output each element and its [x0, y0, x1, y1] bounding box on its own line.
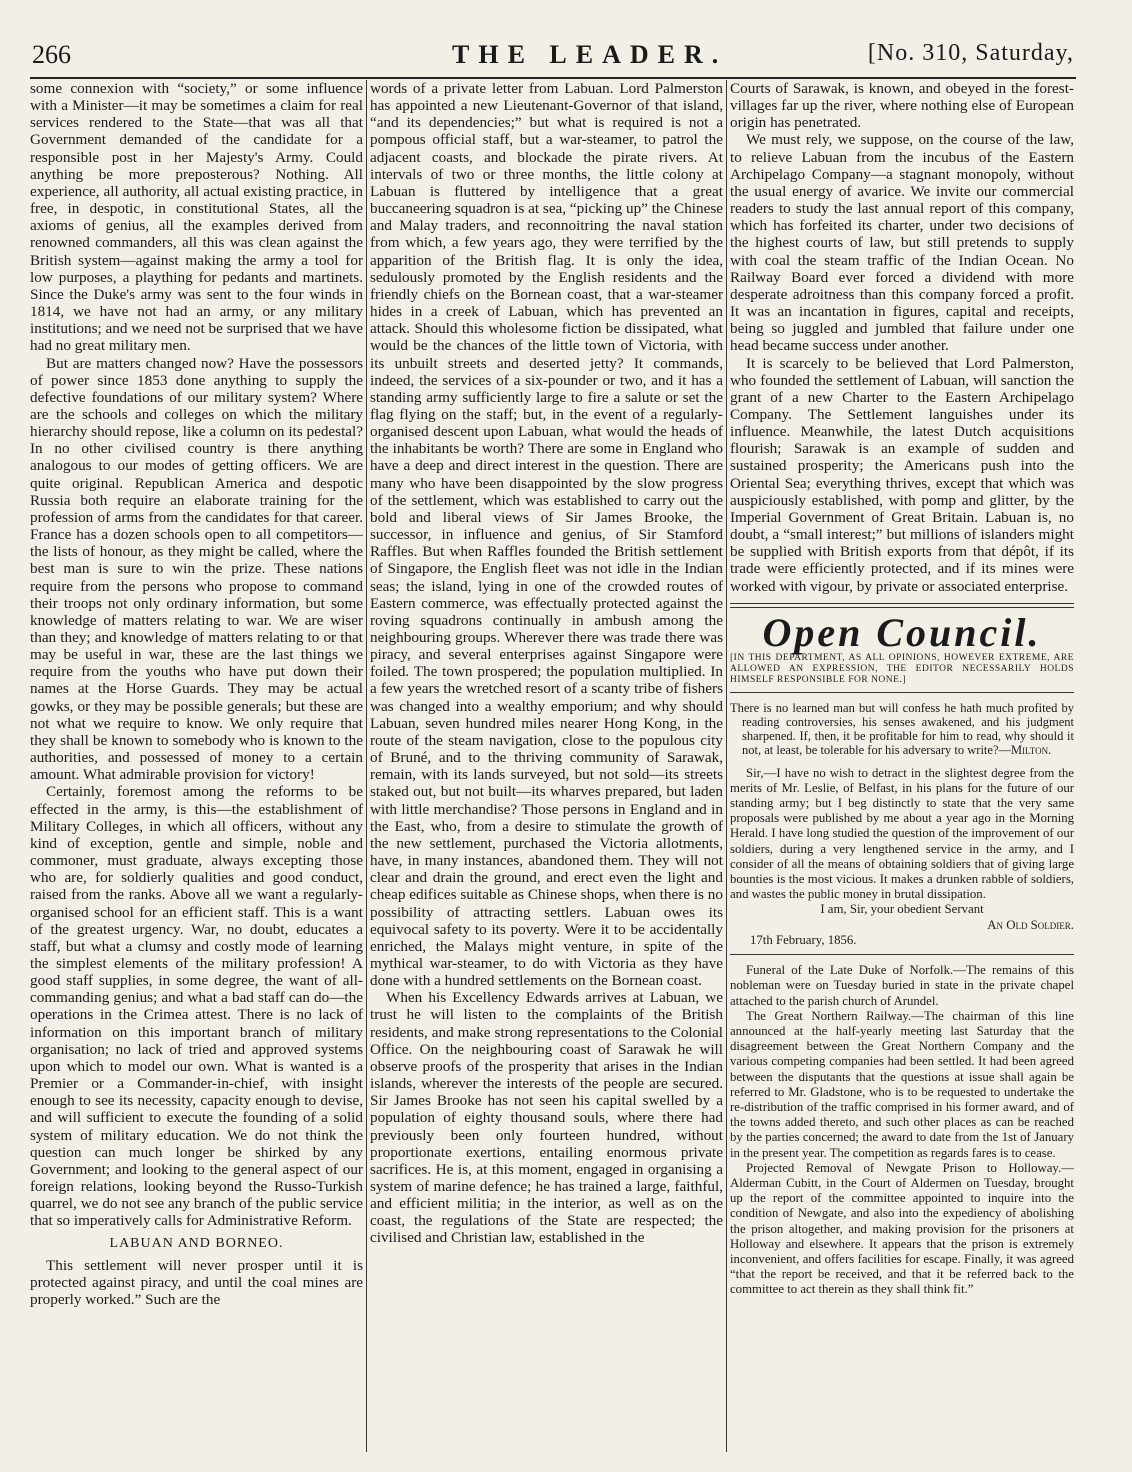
article-paragraph: It is scarcely to be believed that Lord Palmerston, who founded the settlement of Labuan, will sanction the grant of a new Charter to the Eastern Archipelago Company. The Settlement languishes under its influence. Meanwhile, the latest Dutch acquisitions flourish; Sarawak is an example of sudden and sustained prosperity; the Americans push into the Oriental Sea; everything thrives, except that which was auspiciously established, with pomp and glitter, by the Imperial Government of Great Britain. Labuan is, no doubt, a “small interest;” but millions of islanders might be supplied with British exports from that dépôt, if its trade were efficiently protected, and if its mines were worked with vigour, by private or associated enterprise. — [730, 354, 1074, 595]
editorial-notice: [IN THIS DEPARTMENT, AS ALL OPINIONS, HOWEVER EXTREME, ARE ALLOWED AN EXPRESSION, THE EDITOR NECESSARILY HOLDS HIMSELF RESPONSIBLE FOR NONE.] — [730, 652, 1074, 685]
issue-label: [No. 310, Saturday, — [867, 40, 1074, 66]
article-paragraph: But are matters changed now? Have the possessors of power since 1853 done anything to supply the defective foundations of our military system? Where are the schools and colleges on which the military hierarchy should repose, like a column on its pedestal? In no other civilised country is there anything analogous to our modes of getting officers. We are quite original. Republican America and despotic Russia both require an elaborate training for the profession of arms from the candidates for that career. France has a dozen schools open to all competitors—the lists of honour, as they might be called, where the best man is sure to win the prize. These nations require from the persons who propose to command their troops not only ordinary information, but some knowledge of matters relating to war. We are wiser than they; and knowledge of matters relating to or that may be useful in war, these are the last things we require from the youths who have put down their names at the Horse Guards. They may be actual gowks, or they may be possible generals; but these are not what we require to know. We only require that they shall be known to somebody who is known to the authorities, and possessed of money to a certain amount. What admirable provision for victory! — [30, 354, 363, 784]
column-divider — [366, 80, 367, 1452]
article-paragraph: words of a private letter from Labuan. Lord Palmerston has appointed a new Lieutenant-Governor of that island, “and its dependencies;” but what is required is not a pompous official staff, but a war-steamer, to patrol the adjacent coasts, and blockade the pirate rivers. At intervals of two or three months, the little colony at Labuan is fluttered by intelligence that a great buccaneering squadron is at sea, “picking up” the Chinese and Malay traders, and reconnoitring the naval station from which, a few years ago, they were terrified by the apparition of the British flag. It is only the idea, sedulously promoted by the English residents and the friendly chiefs on the Bornean coast, that a war-steamer hides in a creek of Labuan, which has prevented an attack. Should this wholesome fiction be dissipated, what would be the chances of the little town of Victoria, with its unbuilt streets and deserted jetty? It commands, indeed, the services of a six-pounder or two, and it has a standing army sufficiently large to fire a salute or set the flag flying on the staff; but, in the event of a regularly-organised descent upon Labuan, what would the heads of the inhabitants be worth? There are some in England who have a deep and direct interest in the question. There are many who have been disappointed by the slow progress of the settlement, which was established to carry out the bold and liberal views of Sir James Brooke, the successor, in influence and genius, of Sir Stamford Raffles. But when Raffles founded the British settlement of Singapore, the English fleet was not idle in the Indian seas; the island, lying in one of the crowded routes of Eastern commerce, was effectually protected against the roving squadrons continually in ambush among the neighbouring groups. Wherever there was trade there was piracy, and several enterprises against Singapore were foiled. The town prospered; the population multiplied. In a few years the wretched resort of a scanty tribe of fishers was changed into a wealthy emporium; and why should Labuan, seven hundred miles nearer Hong Kong, in the route of the steam navigation, close to the populous city of Bruné, and to the thriving community of Sarawak, remain, with its lands surveyed, but not sold—its streets staked out, but not built—its wharves prepared, but laden with little merchandise? Those persons in England and in the East, who, from a desire to stimulate the growth of the new settlement, purchased the Victoria allotments, have, in many instances, abandoned them. They will not clear and drain the ground, and erect even the light and cheap edifices suitable as Chinese shops, when there is no possibility of attracting settlers. Labuan owes its equivocal safety to its poverty. Were it to be accidentally enriched, the Malays might venture, in spite of the mythical war-steamer, to do with Victoria as they have done with a hundred settlements on the Bornean coast. — [370, 80, 723, 990]
news-rule — [730, 954, 1074, 955]
column-2 — [370, 80, 723, 1452]
news-item: Projected Removal of Newgate Prison to Holloway.—Alderman Cubitt, in the Court of Aldermen on Tuesday, brought up the report of the committee appointed to inquire into the condition of Newgate, and also into the expediency of abolishing the prison altogether, and making provision for the prisoners at Holloway and elsewhere. It appears that the prison is extremely inconvenient, and offers facilities for escape. Finally, it was agreed “that the report be received, and that it be referred back to the committee to act therein as they shall think fit.” — [730, 1160, 1074, 1297]
epigraph-author: Milton. — [1011, 743, 1052, 758]
page-header — [32, 40, 1074, 70]
news-item: The Great Northern Railway.—The chairman of this line announced at the half-yearly meeting last Saturday that the disagreement between the Great Northern Company and the various competing companies had been settled. It had been agreed between the disputants that the questions at issue shall again be referred to Mr. Gladstone, who is to be requested to undertake the re-distribution of the traffic comprised in his former award, and of the towns added thereto, and such other places as can be reached by the parties concerned; the award to date from the 1st of January in the present year. The competition as regards fares is to cease. — [730, 1008, 1074, 1160]
section-divider — [730, 603, 1074, 608]
article-paragraph: some connexion with “society,” or some influence with a Minister—it may be sometimes a claim for real services rendered to the State—that was all that Government demanded of the candidate for a responsible post in her Majesty's Army. Could anything be more preposterous? Nothing. All experience, all authority, all actual existing practice, in free, in despotic, in constitutional States, all the axioms of genius, all the examples derived from renowned commanders, all this was clean against the British system—against making the army a tool for low purposes, a plaything for pedants and martinets. Since the Duke's army was sent to the four winds in 1814, we have not had an army, or any military institutions; and we need not be surprised that we have had no great military men. — [30, 80, 363, 355]
news-item: Funeral of the Late Duke of Norfolk.—The remains of this nobleman were on Tuesday buried in state in the private chapel attached to the parish church of Arundel. — [730, 963, 1074, 1008]
masthead-title: THE LEADER. — [452, 40, 728, 69]
column-divider — [726, 80, 727, 1452]
letter-closing: I am, Sir, your obedient Servant — [820, 902, 984, 917]
letter-body: Sir,—I have no wish to detract in the slightest degree from the merits of Mr. Leslie, of Belfast, in his plans for the future of our standing army; but I beg distinctly to state that the very same proposals were published by me about a year ago in the Morning Herald. I have long studied the question of the improvement of our soldiers, during a very lengthened service in the army, and I consider of all the means of obtaining soldiers that of giving large bounties is the most vicious. It makes a drunken rabble of soldiers, and wastes the public money in brutal dissipation. — [730, 765, 1074, 902]
open-council-heading: Open Council. — [762, 609, 1042, 655]
header-rule — [30, 77, 1076, 79]
article-paragraph: When his Excellency Edwards arrives at Labuan, we trust he will listen to the complaints of the British residents, and make strong representations to the Colonial Office. On the neighbouring coast of Sarawak he will observe proofs of the prosperity that arises in the Indian islands, wherever the interests of the people are secured. Sir James Brooke has not seen his capital swelled by a population of eighty thousand souls, where there had previously been only fourteen hundred, without proportionate exertions, entailing enormous private sacrifices. He is, at this moment, engaged in organising a system of marine defence; he has trained a large, faithful, and efficient militia; in the interior, as well as on the coast, the regulations of the State are respected; the civilised and Christian law, established in the — [370, 989, 723, 1247]
page-number: 266 — [32, 40, 71, 69]
notice-rule — [730, 692, 1074, 693]
column-1 — [30, 80, 363, 1452]
letter-signature: An Old Soldier. — [987, 917, 1074, 932]
article-paragraph: Courts of Sarawak, is known, and obeyed in the forest-villages far up the river, where nothing else of European origin has penetrated. — [730, 80, 1074, 132]
letter-date: 17th February, 1856. — [750, 932, 857, 947]
article-paragraph: We must rely, we suppose, on the course of the law, to relieve Labuan from the incubus of the Eastern Archipelago Company—a stagnant monopoly, without the usual energy of avarice. We invite our commercial readers to study the last annual report of this company, which has forfeited its charter, under two decisions of the highest courts of law, but still pretends to supply with coal the steam traffic of the Indian Ocean. No Railway Board ever forced a dividend with more desperate adroitness than this company forced a profit. It was an incantation in figures, capital and receipts, being so juggled and jumbled that failure under one head became success under another. — [730, 131, 1074, 355]
epigraph — [730, 701, 1074, 758]
epigraph-text: There is no learned man but will confess he hath much profited by reading controversies, his senses awakened, and his judgment sharpened. If, then, it be profitable for him to read, why should it not, at least, be tolerable for his adversary to write?— — [730, 700, 1074, 758]
column-3 — [730, 80, 1074, 1452]
section-heading: LABUAN AND BORNEO. — [109, 1236, 284, 1252]
article-paragraph: Certainly, foremost among the reforms to be effected in the army, is this—the establishment of Military Colleges, in which all officers, without any kind of exception, gentle and simple, noble and commoner, must graduate, always excepting those who are, for soldierly qualities and good conduct, raised from the ranks. Above all we want a regularly-organised school for an efficient staff. This is a want of the greatest urgency. War, no doubt, educates a staff, but what a clumsy and costly mode of learning the simplest elements of the military profession! A good staff supplies, in some degree, the want of all-commanding genius; and what a bad staff can do—the operations in the Crimea attest. There is no lack of information on this important branch of military organisation; no lack of tried and approved systems upon which to model our own. What is wanted is a Premier or a Commander-in-chief, with insight enough to see its necessity, capacity enough to devise, and will sufficient to execute the founding of a solid system of military education. We do not think the question can much longer be shirked by any Government; and looking to the general aspect of our foreign relations, looking beyond the Russo-Turkish quarrel, we do not see any branch of the public service that so imperatively calls for Administrative Reform. — [30, 783, 363, 1230]
article-paragraph: This settlement will never prosper until it is protected against piracy, and until the coal mines are properly worked.” Such are the — [30, 1256, 363, 1308]
